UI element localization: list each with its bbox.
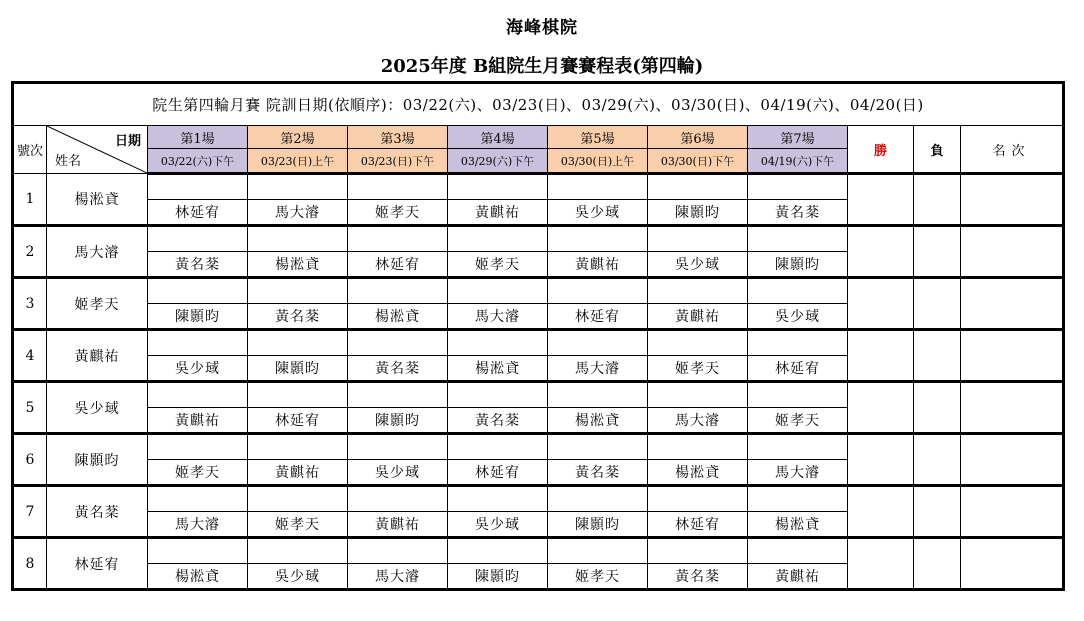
opponent-name: 陳顥昀	[348, 408, 448, 434]
opponent-name: 姬孝天	[448, 252, 548, 278]
opponent-name: 吳少琙	[348, 460, 448, 486]
opponent-name: 楊淞貣	[448, 356, 548, 382]
rank-cell[interactable]	[961, 330, 1064, 382]
opponent-name: 黃名棻	[148, 252, 248, 278]
result-cell[interactable]	[348, 382, 448, 408]
result-cell[interactable]	[348, 486, 448, 512]
round-6-date: 03/30(日)下午	[648, 149, 748, 174]
opponent-name: 黃麒祐	[548, 252, 648, 278]
round-3-label: 第3場	[348, 126, 448, 149]
opponent-name: 楊淞貣	[248, 252, 348, 278]
loss-count-cell[interactable]	[914, 486, 961, 538]
rank-cell[interactable]	[961, 226, 1064, 278]
result-cell[interactable]	[148, 226, 248, 252]
number-header: 號次	[13, 126, 47, 174]
player-row	[13, 330, 1064, 356]
loss-count-cell[interactable]	[914, 382, 961, 434]
loss-count-cell[interactable]	[914, 226, 961, 278]
opponent-name: 黃名棻	[448, 408, 548, 434]
result-cell[interactable]	[748, 382, 848, 408]
result-cell[interactable]	[248, 434, 348, 460]
opponent-name: 吳少琙	[648, 252, 748, 278]
opponent-name: 陳顥昀	[748, 252, 848, 278]
result-cell[interactable]	[448, 226, 548, 252]
result-cell[interactable]	[448, 486, 548, 512]
round-2-label: 第2場	[248, 126, 348, 149]
win-count-cell[interactable]	[848, 174, 914, 226]
player-row	[13, 486, 1064, 512]
opponent-name: 黃名棻	[248, 304, 348, 330]
opponent-name: 馬大濬	[248, 200, 348, 226]
result-cell[interactable]	[148, 330, 248, 356]
rank-cell[interactable]	[961, 174, 1064, 226]
round-7-label: 第7場	[748, 126, 848, 149]
opponent-name: 陳顥昀	[448, 564, 548, 590]
round-1-label: 第1場	[148, 126, 248, 149]
rank-cell[interactable]	[961, 278, 1064, 330]
opponent-name: 陳顥昀	[248, 356, 348, 382]
result-cell[interactable]	[148, 278, 248, 304]
result-cell[interactable]	[548, 174, 648, 200]
player-name: 馬大濬	[47, 226, 148, 278]
result-cell[interactable]	[248, 174, 348, 200]
opponent-name: 姬孝天	[748, 408, 848, 434]
round-1-date: 03/22(六)下午	[148, 149, 248, 174]
opponent-name: 黃名棻	[748, 200, 848, 226]
result-cell[interactable]	[548, 486, 648, 512]
opponent-name: 黃麒祐	[248, 460, 348, 486]
result-cell[interactable]	[648, 538, 748, 564]
win-count-cell[interactable]	[848, 226, 914, 278]
rank-cell[interactable]	[961, 434, 1064, 486]
result-cell[interactable]	[748, 434, 848, 460]
round-4-label: 第4場	[448, 126, 548, 149]
round-5-label: 第5場	[548, 126, 648, 149]
result-cell[interactable]	[748, 278, 848, 304]
result-cell[interactable]	[448, 330, 548, 356]
round-7-date: 04/19(六)下午	[748, 149, 848, 174]
opponent-name: 吳少琙	[748, 304, 848, 330]
result-cell[interactable]	[448, 382, 548, 408]
opponent-name: 楊淞貣	[548, 408, 648, 434]
result-cell[interactable]	[648, 382, 748, 408]
opponent-name: 林延宥	[148, 200, 248, 226]
player-row	[13, 434, 1064, 460]
opponent-name: 林延宥	[548, 304, 648, 330]
player-row	[13, 382, 1064, 408]
loss-count-cell[interactable]	[914, 434, 961, 486]
opponent-name: 林延宥	[648, 512, 748, 538]
opponent-name: 黃麒祐	[148, 408, 248, 434]
rank-cell[interactable]	[961, 486, 1064, 538]
result-cell[interactable]	[148, 538, 248, 564]
result-cell[interactable]	[248, 538, 348, 564]
player-name: 楊淞貣	[47, 174, 148, 226]
result-cell[interactable]	[348, 174, 448, 200]
player-number: 2	[13, 226, 47, 278]
opponent-name: 吳少琙	[548, 200, 648, 226]
opponent-name: 吳少琙	[248, 564, 348, 590]
opponent-name: 陳顥昀	[548, 512, 648, 538]
opponent-name: 馬大濬	[448, 304, 548, 330]
result-cell[interactable]	[548, 226, 648, 252]
opponent-name: 馬大濬	[548, 356, 648, 382]
rank-cell[interactable]	[961, 538, 1064, 590]
opponent-name: 馬大濬	[348, 564, 448, 590]
result-cell[interactable]	[748, 538, 848, 564]
result-cell[interactable]	[148, 174, 248, 200]
player-number: 8	[13, 538, 47, 590]
opponent-name: 陳顥昀	[148, 304, 248, 330]
opponent-name: 黃麒祐	[348, 512, 448, 538]
training-dates-info: 院生第四輪月賽 院訓日期(依順序)：03/22(六)、03/23(日)、03/29(六)、03/30(日)、04/19(六)、04/20(日)	[13, 83, 1064, 126]
round-4-date: 03/29(六)下午	[448, 149, 548, 174]
result-cell[interactable]	[348, 538, 448, 564]
result-cell[interactable]	[248, 382, 348, 408]
player-name: 吳少琙	[47, 382, 148, 434]
result-cell[interactable]	[348, 434, 448, 460]
round-5-date: 03/30(日)上午	[548, 149, 648, 174]
date-name-header	[47, 126, 148, 174]
opponent-name: 姬孝天	[348, 200, 448, 226]
player-name: 陳顥昀	[47, 434, 148, 486]
player-name: 林延宥	[47, 538, 148, 590]
loss-header: 負	[914, 126, 961, 174]
player-row	[13, 278, 1064, 304]
result-cell[interactable]	[348, 226, 448, 252]
result-cell[interactable]	[548, 278, 648, 304]
opponent-name: 黃麒祐	[648, 304, 748, 330]
schedule-title: 2025年度 B組院生月賽賽程表(第四輪)	[380, 56, 704, 77]
result-cell[interactable]	[548, 330, 648, 356]
loss-count-cell[interactable]	[914, 278, 961, 330]
opponent-name: 楊淞貣	[148, 564, 248, 590]
player-name: 黃麒祐	[47, 330, 148, 382]
player-number: 4	[13, 330, 47, 382]
win-count-cell[interactable]	[848, 382, 914, 434]
player-name: 姬孝天	[47, 278, 148, 330]
result-cell[interactable]	[748, 486, 848, 512]
opponent-name: 黃麒祐	[448, 200, 548, 226]
loss-count-cell[interactable]	[914, 174, 961, 226]
result-cell[interactable]	[448, 538, 548, 564]
result-cell[interactable]	[648, 174, 748, 200]
win-count-cell[interactable]	[848, 434, 914, 486]
opponent-name: 馬大濬	[748, 460, 848, 486]
opponent-name: 黃名棻	[548, 460, 648, 486]
win-count-cell[interactable]	[848, 278, 914, 330]
result-cell[interactable]	[248, 330, 348, 356]
name-header-label: 姓名	[55, 154, 82, 169]
schedule-table	[11, 81, 1065, 591]
result-cell[interactable]	[748, 330, 848, 356]
result-cell[interactable]	[348, 278, 448, 304]
result-cell[interactable]	[448, 174, 548, 200]
result-cell[interactable]	[548, 434, 648, 460]
result-cell[interactable]	[648, 278, 748, 304]
player-name: 黃名棻	[47, 486, 148, 538]
round-2-date: 03/23(日)上午	[248, 149, 348, 174]
player-number: 6	[13, 434, 47, 486]
date-header-label: 日期	[114, 134, 141, 149]
result-cell[interactable]	[448, 434, 548, 460]
player-number: 7	[13, 486, 47, 538]
academy-title: 海峰棋院	[506, 18, 578, 38]
result-cell[interactable]	[448, 278, 548, 304]
opponent-name: 姬孝天	[648, 356, 748, 382]
result-cell[interactable]	[648, 330, 748, 356]
opponent-name: 楊淞貣	[348, 304, 448, 330]
result-cell[interactable]	[548, 382, 648, 408]
opponent-name: 馬大濬	[148, 512, 248, 538]
rank-header: 名次	[961, 126, 1064, 174]
opponent-name: 黃名棻	[348, 356, 448, 382]
opponent-name: 陳顥昀	[648, 200, 748, 226]
result-cell[interactable]	[648, 434, 748, 460]
result-cell[interactable]	[648, 226, 748, 252]
result-cell[interactable]	[748, 226, 848, 252]
player-number: 1	[13, 174, 47, 226]
result-cell[interactable]	[748, 174, 848, 200]
player-row	[13, 538, 1064, 564]
opponent-name: 林延宥	[448, 460, 548, 486]
opponent-name: 馬大濬	[648, 408, 748, 434]
player-row	[13, 226, 1064, 252]
opponent-name: 吳少琙	[448, 512, 548, 538]
opponent-name: 黃名棻	[648, 564, 748, 590]
player-number: 3	[13, 278, 47, 330]
result-cell[interactable]	[348, 330, 448, 356]
round-3-date: 03/23(日)下午	[348, 149, 448, 174]
opponent-name: 楊淞貣	[748, 512, 848, 538]
rank-cell[interactable]	[961, 382, 1064, 434]
loss-count-cell[interactable]	[914, 330, 961, 382]
opponent-name: 林延宥	[748, 356, 848, 382]
opponent-name: 林延宥	[248, 408, 348, 434]
result-cell[interactable]	[148, 486, 248, 512]
player-number: 5	[13, 382, 47, 434]
player-row	[13, 174, 1064, 200]
opponent-name: 林延宥	[348, 252, 448, 278]
win-count-cell[interactable]	[848, 538, 914, 590]
result-cell[interactable]	[148, 434, 248, 460]
win-count-cell[interactable]	[848, 330, 914, 382]
opponent-name: 吳少琙	[148, 356, 248, 382]
opponent-name: 姬孝天	[248, 512, 348, 538]
loss-count-cell[interactable]	[914, 538, 961, 590]
win-header: 勝	[848, 126, 914, 174]
round-6-label: 第6場	[648, 126, 748, 149]
opponent-name: 黃麒祐	[748, 564, 848, 590]
result-cell[interactable]	[248, 278, 348, 304]
win-count-cell[interactable]	[848, 486, 914, 538]
result-cell[interactable]	[548, 538, 648, 564]
opponent-name: 姬孝天	[548, 564, 648, 590]
result-cell[interactable]	[648, 486, 748, 512]
result-cell[interactable]	[248, 486, 348, 512]
opponent-name: 楊淞貣	[648, 460, 748, 486]
result-cell[interactable]	[148, 382, 248, 408]
opponent-name: 姬孝天	[148, 460, 248, 486]
result-cell[interactable]	[248, 226, 348, 252]
